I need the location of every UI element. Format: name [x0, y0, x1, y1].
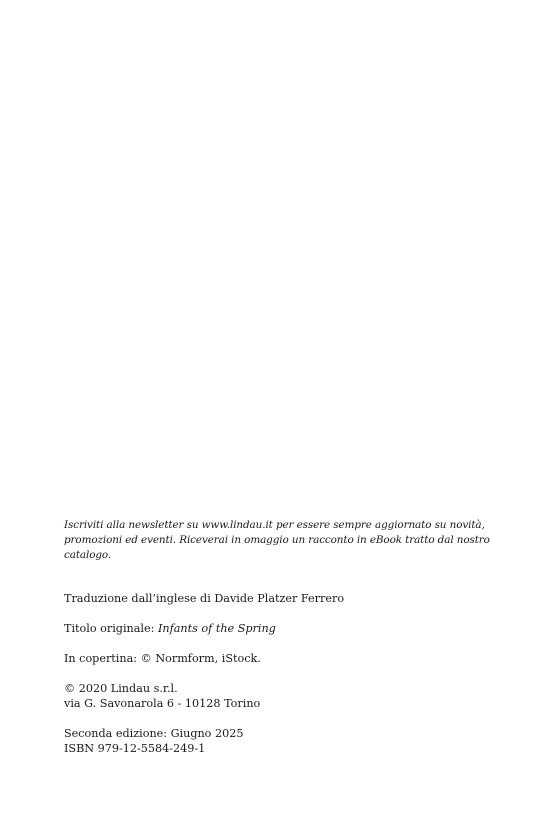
newsletter-notice — [64, 518, 490, 563]
isbn-text: ISBN 979-12-5584-249-1 — [64, 742, 206, 755]
publisher-address: via G. Savonarola 6 - 10128 Torino — [64, 697, 261, 710]
original-title — [64, 621, 474, 636]
copyright-text: © 2020 Lindau s.r.l. — [64, 682, 178, 695]
newsletter-line-3: catalogo. — [64, 549, 112, 561]
translation-credit — [64, 591, 474, 606]
colophon-block — [64, 518, 490, 771]
newsletter-line-2: promozioni ed eventi. Riceverai in omaggio un racconto in eBook tratto dal nostro — [64, 534, 490, 546]
original-title-value: Infants of the Spring — [157, 622, 276, 635]
edition-text: Seconda edizione: Giugno 2025 — [64, 727, 244, 740]
edition-info — [64, 726, 474, 756]
cover-text: In copertina: © Normform, iStock. — [64, 652, 261, 665]
original-title-label: Titolo originale: — [64, 622, 158, 635]
newsletter-line-1: Iscriviti alla newsletter su www.lindau.it per essere sempre aggiornato su novità, — [64, 519, 485, 531]
cover-credit — [64, 651, 474, 666]
publisher-info — [64, 681, 474, 711]
translation-text: Traduzione dall’inglese di Davide Platzer Ferrero — [64, 592, 345, 605]
